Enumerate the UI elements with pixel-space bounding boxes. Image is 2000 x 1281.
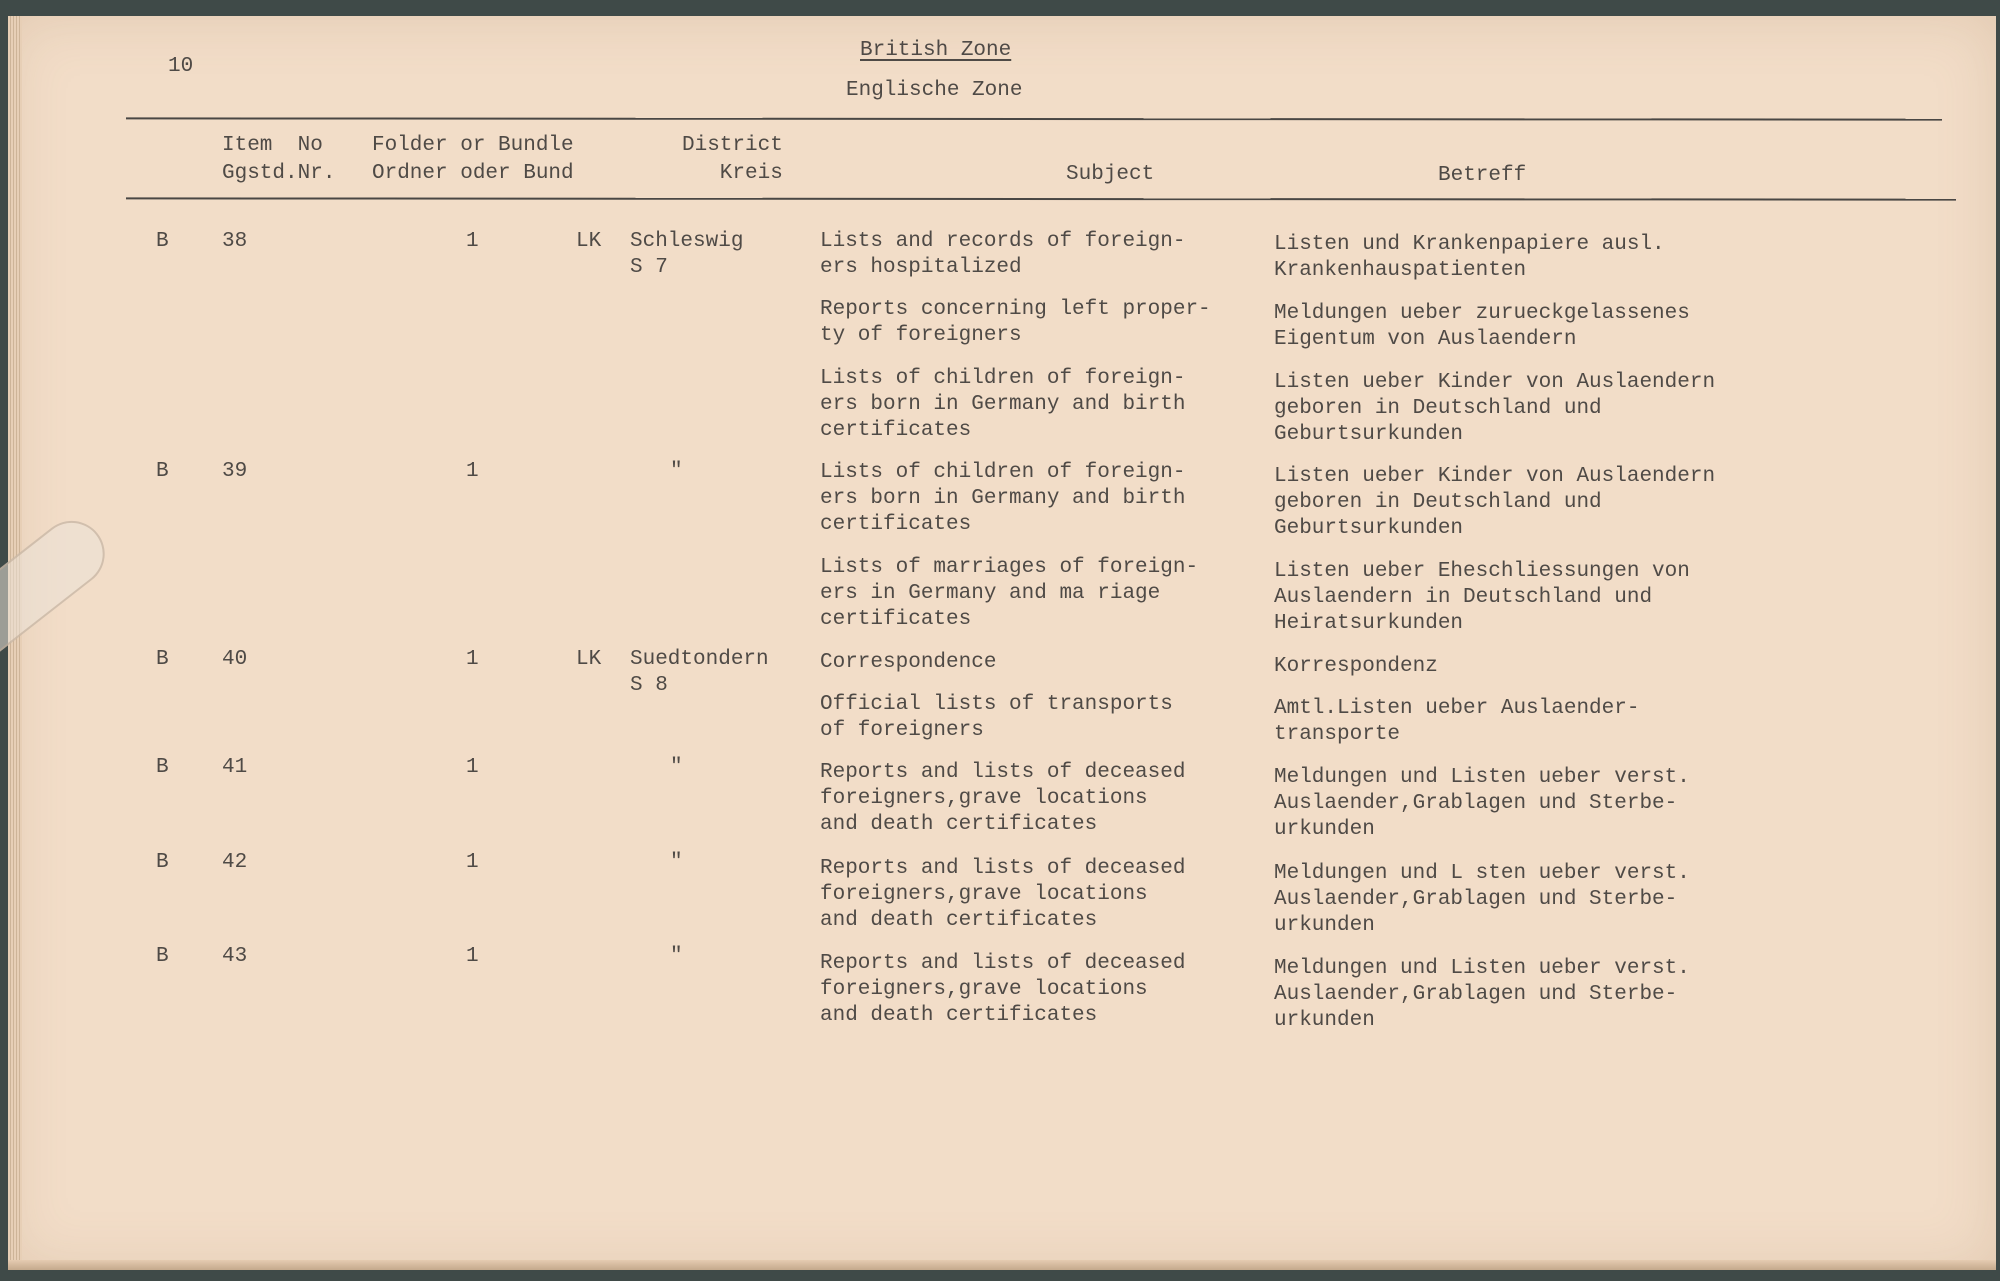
page-title: British Zone [860, 39, 1012, 62]
header-betreff: Betreff [1438, 164, 1527, 187]
entry-betreff: Amtl.Listen ueber Auslaender- transporte [1274, 697, 1640, 746]
item-prefix: B [156, 756, 169, 779]
item-prefix: B [156, 851, 169, 874]
item-number: 38 [222, 230, 248, 253]
item-folder: 1 [466, 851, 479, 874]
item-district: " [670, 945, 683, 968]
item-prefix: B [156, 648, 169, 671]
item-district: " [670, 460, 683, 483]
entry-subject: Correspondence [820, 651, 997, 674]
entry-subject: Lists of children of foreign- ers born in Germany and birth certificates [820, 367, 1186, 442]
entry-subject: Official lists of transports of foreigners [820, 693, 1173, 742]
item-number: 42 [222, 851, 248, 874]
header-folder: Folder or Bundle Ordner oder Bund [372, 134, 574, 185]
entry-betreff: Meldungen ueber zurueckgelassenes Eigentum von Auslaendern [1274, 302, 1690, 351]
item-folder: 1 [466, 945, 479, 968]
item-district: " [670, 756, 683, 779]
page-number: 10 [168, 55, 194, 78]
entry-subject: Reports and lists of deceased foreigners,grave locations and death certificates [820, 952, 1186, 1027]
item-district: Suedtondern S 8 [630, 648, 769, 697]
item-district: Schleswig S 7 [630, 230, 744, 279]
entry-betreff: Listen und Krankenpapiere ausl. Krankenhauspatienten [1274, 233, 1665, 282]
header-district: District Kreis [682, 134, 783, 185]
entry-betreff: Listen ueber Kinder von Auslaendern geboren in Deutschland und Geburtsurkunden [1274, 371, 1716, 446]
entry-subject: Lists of children of foreign- ers born in Germany and birth certificates [820, 461, 1186, 536]
item-prefix: B [156, 230, 169, 253]
entry-betreff: Korrespondenz [1274, 655, 1438, 678]
entry-betreff: Meldungen und Listen ueber verst. Auslaender,Grablagen und Sterbe- urkunden [1274, 957, 1690, 1032]
item-district-type: LK [576, 648, 602, 671]
item-folder: 1 [466, 648, 479, 671]
document-page [8, 16, 1996, 1270]
item-number: 39 [222, 460, 248, 483]
entry-subject: Reports concerning left proper- ty of foreigners [820, 298, 1211, 347]
item-number: 41 [222, 756, 248, 779]
header-subject: Subject [1066, 163, 1155, 186]
item-district-type: LK [576, 230, 602, 253]
item-folder: 1 [466, 230, 479, 253]
entry-betreff: Listen ueber Eheschliessungen von Auslaendern in Deutschland und Heiratsurkunden [1274, 560, 1690, 635]
page-bottom-edge [8, 1260, 1996, 1270]
item-folder: 1 [466, 756, 479, 779]
entry-subject: Lists of marriages of foreign- ers in Germany and ma riage certificates [820, 556, 1199, 631]
item-number: 40 [222, 648, 248, 671]
item-prefix: B [156, 945, 169, 968]
entry-betreff: Meldungen und L sten ueber verst. Auslaender,Grablagen und Sterbe- urkunden [1274, 862, 1690, 937]
item-folder: 1 [466, 460, 479, 483]
entry-subject: Reports and lists of deceased foreigners,grave locations and death certificates [820, 857, 1186, 932]
item-district: " [670, 851, 683, 874]
header-item-no: Item No Ggstd.Nr. [222, 134, 336, 185]
entry-subject: Lists and records of foreign- ers hospitalized [820, 230, 1186, 279]
entry-betreff: Listen ueber Kinder von Auslaendern geboren in Deutschland und Geburtsurkunden [1274, 465, 1716, 540]
entry-betreff: Meldungen und Listen ueber verst. Auslaender,Grablagen und Sterbe- urkunden [1274, 766, 1690, 841]
item-number: 43 [222, 945, 248, 968]
entry-subject: Reports and lists of deceased foreigners,grave locations and death certificates [820, 761, 1186, 836]
page-subtitle: Englische Zone [846, 79, 1023, 102]
item-prefix: B [156, 460, 169, 483]
